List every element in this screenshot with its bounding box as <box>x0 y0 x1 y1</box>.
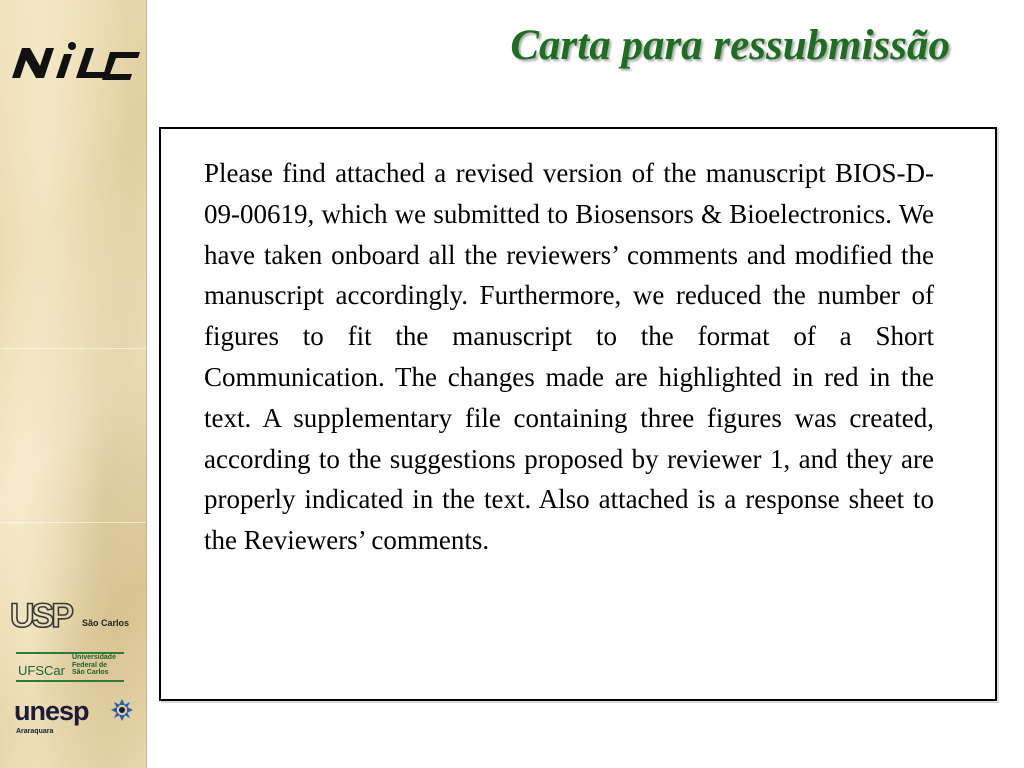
usp-logo <box>10 598 140 634</box>
sidebar-seam <box>0 348 146 349</box>
ufscar-logo-name: UFSCar <box>18 663 65 678</box>
parchment-sidebar <box>0 0 147 768</box>
sidebar-seam <box>0 522 146 523</box>
usp-logo-subtitle: São Carlos <box>82 618 130 628</box>
ufscar-sub-line: Universidade <box>72 654 116 661</box>
nilc-logo-graphic <box>6 40 142 84</box>
nilc-logo <box>6 40 142 84</box>
letter-text-box <box>159 127 997 701</box>
ufscar-rule-bottom <box>16 680 124 682</box>
ufscar-sub-line: São Carlos <box>72 669 109 676</box>
slide-title: Carta para ressubmissão <box>510 22 950 69</box>
unesp-logo-subtitle: Araraquara <box>16 728 54 735</box>
unesp-logo <box>14 696 138 740</box>
ufscar-logo-subtitle <box>72 654 116 677</box>
unesp-star-icon <box>110 698 134 722</box>
ufscar-sub-line: Federal de <box>72 661 108 669</box>
usp-logo-mark: USP <box>10 597 71 635</box>
ufscar-logo <box>16 650 136 684</box>
letter-body-text: Please find attached a revised version of the manuscript BIOS-D-09-00619, which we submitted to Biosensors & Bioelectronics. We have taken onboard all the reviewers’ comments and modified the manuscript accordingly. Furthermore, we reduced the number of figures to fit the manuscript to the format of a Short Communication. The changes made are highlighted in red in the text. A supplementary file containing three figures was created, according to the suggestions proposed by reviewer 1, and they are properly indicated in the text. Also attached is a response sheet to the Reviewers’ comments. <box>204 158 934 556</box>
unesp-logo-name: unesp <box>14 696 89 726</box>
